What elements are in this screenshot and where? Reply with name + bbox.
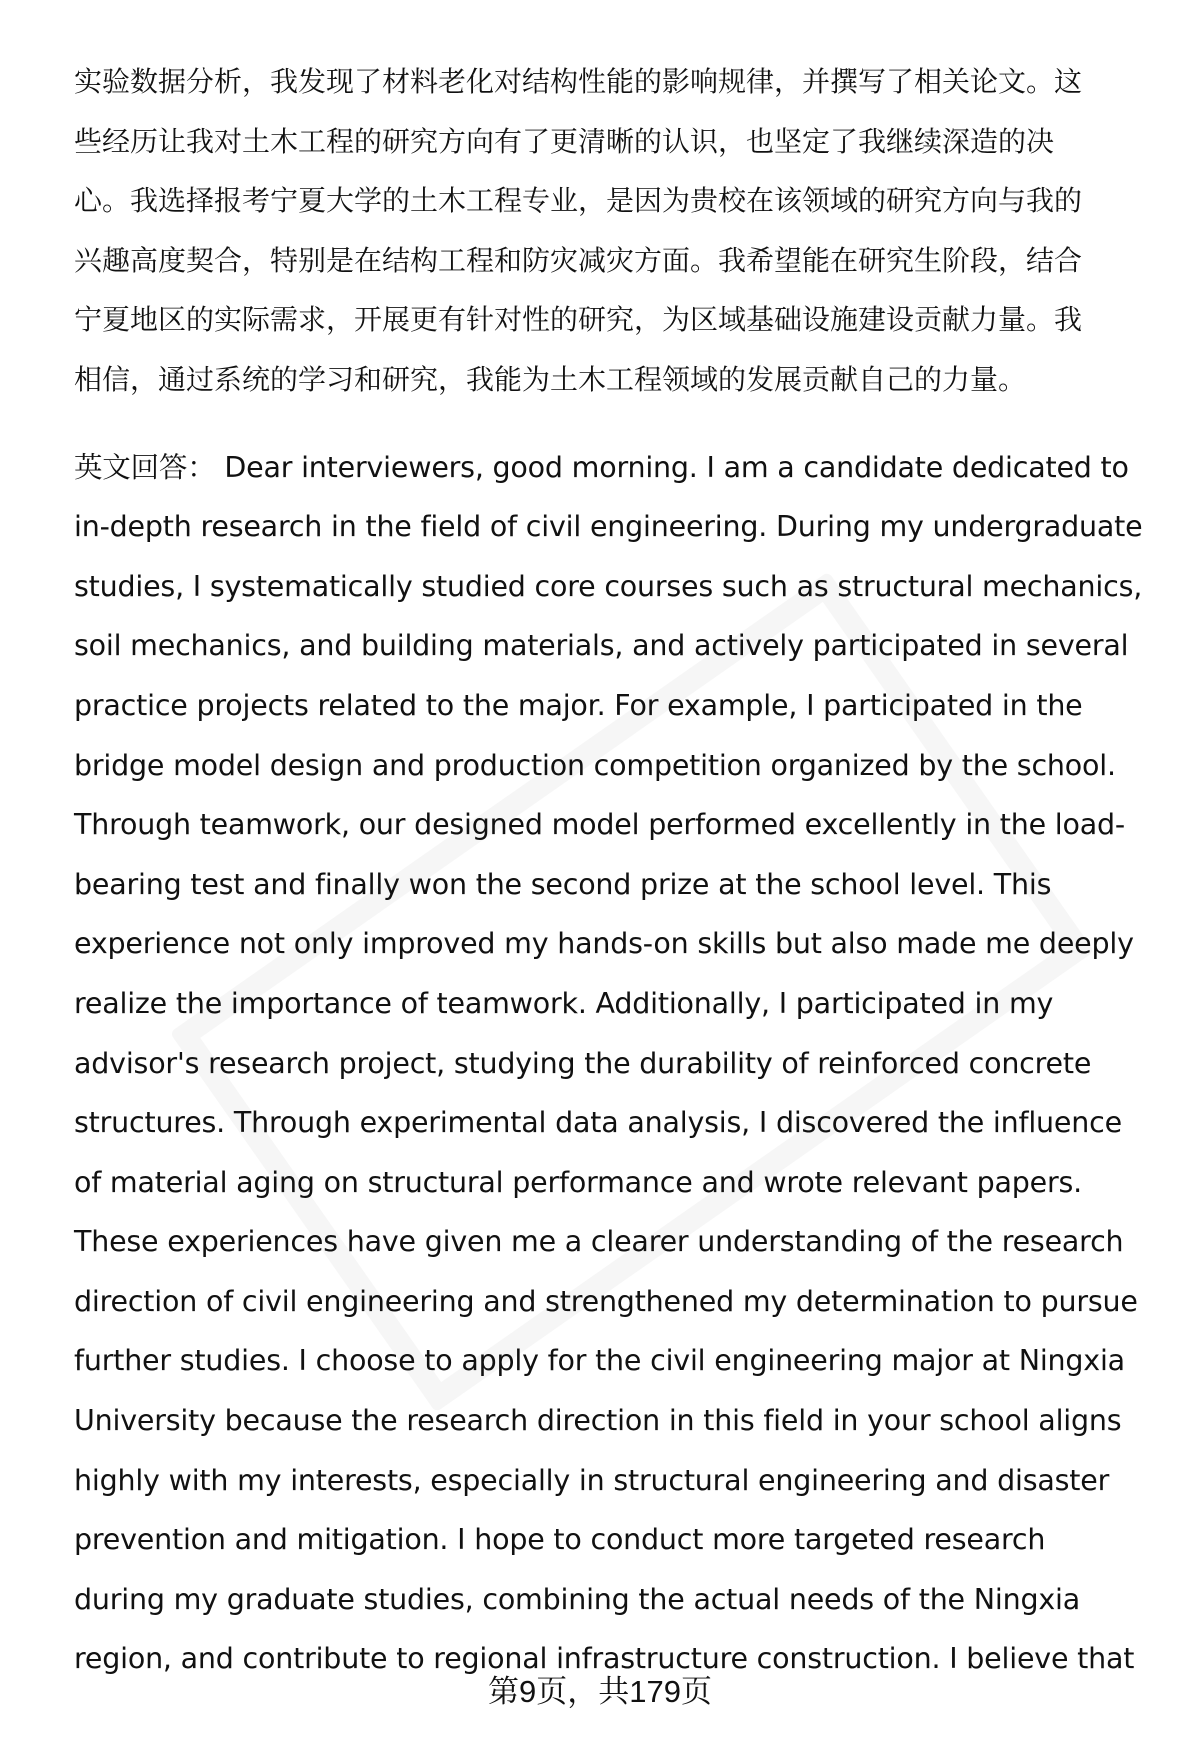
- text-line: 实验数据分析，我发现了材料老化对结构性能的影响规律，并撰写了相关论文。这: [74, 65, 1083, 98]
- text-line: practice projects related to the major. For example, I participated in the: [74, 688, 1083, 722]
- text-line: further studies. I choose to apply for the civil engineering major at Ningxia: [74, 1344, 1125, 1378]
- page-number-footer: 第9页，共179页: [488, 1674, 712, 1709]
- text-line: These experiences have given me a clearer understanding of the research: [74, 1225, 1124, 1259]
- text-line: bridge model design and production competition organized by the school.: [74, 748, 1116, 782]
- chinese-paragraph: [74, 52, 1164, 410]
- text-line: 相信，通过系统的学习和研究，我能为土木工程领域的发展贡献自己的力量。: [74, 362, 1027, 396]
- text-line: soil mechanics, and building materials, and actively participated in several: [74, 629, 1129, 663]
- text-line: bearing test and finally won the second prize at the school level. This: [74, 867, 1052, 901]
- text-line: realize the importance of teamwork. Additionally, I participated in my: [74, 986, 1054, 1020]
- text-line: of material aging on structural performance and wrote relevant papers.: [74, 1165, 1083, 1199]
- text-line: 兴趣高度契合，特别是在结构工程和防灾减灾方面。我希望能在研究生阶段，结合: [74, 243, 1083, 277]
- text-line: Through teamwork, our designed model performed excellently in the load-: [74, 808, 1126, 842]
- text-line: experience not only improved my hands-on skills but also made me deeply: [74, 927, 1134, 961]
- text-line: 心。我选择报考宁夏大学的土木工程专业，是因为贵校在该领域的研究方向与我的: [74, 184, 1083, 218]
- text-line: 英文回答： Dear interviewers, good morning. I am a candidate dedicated to: [74, 450, 1129, 484]
- text-line: during my graduate studies, combining the actual needs of the Ningxia: [74, 1582, 1080, 1616]
- text-line: studies, I systematically studied core courses such as structural mechanics,: [74, 569, 1143, 603]
- text-line: structures. Through experimental data analysis, I discovered the influence: [74, 1106, 1122, 1140]
- english-answer-paragraph: [74, 438, 1164, 1689]
- document-page: [74, 52, 1164, 1689]
- text-line: in-depth research in the field of civil engineering. During my undergraduate: [74, 510, 1143, 544]
- text-line: University because the research direction in this field in your school aligns: [74, 1404, 1122, 1438]
- text-line: highly with my interests, especially in structural engineering and disaster: [74, 1463, 1110, 1497]
- text-line: advisor's research project, studying the durability of reinforced concrete: [74, 1046, 1092, 1080]
- text-line: direction of civil engineering and strengthened my determination to pursue: [74, 1284, 1138, 1318]
- text-line: prevention and mitigation. I hope to conduct more targeted research: [74, 1523, 1046, 1557]
- text-line: region, and contribute to regional infrastructure construction. I believe that: [74, 1642, 1135, 1676]
- text-line: 些经历让我对土木工程的研究方向有了更清晰的认识，也坚定了我继续深造的决: [74, 124, 1055, 158]
- text-line: 宁夏地区的实际需求，开展更有针对性的研究，为区域基础设施建设贡献力量。我: [74, 303, 1083, 337]
